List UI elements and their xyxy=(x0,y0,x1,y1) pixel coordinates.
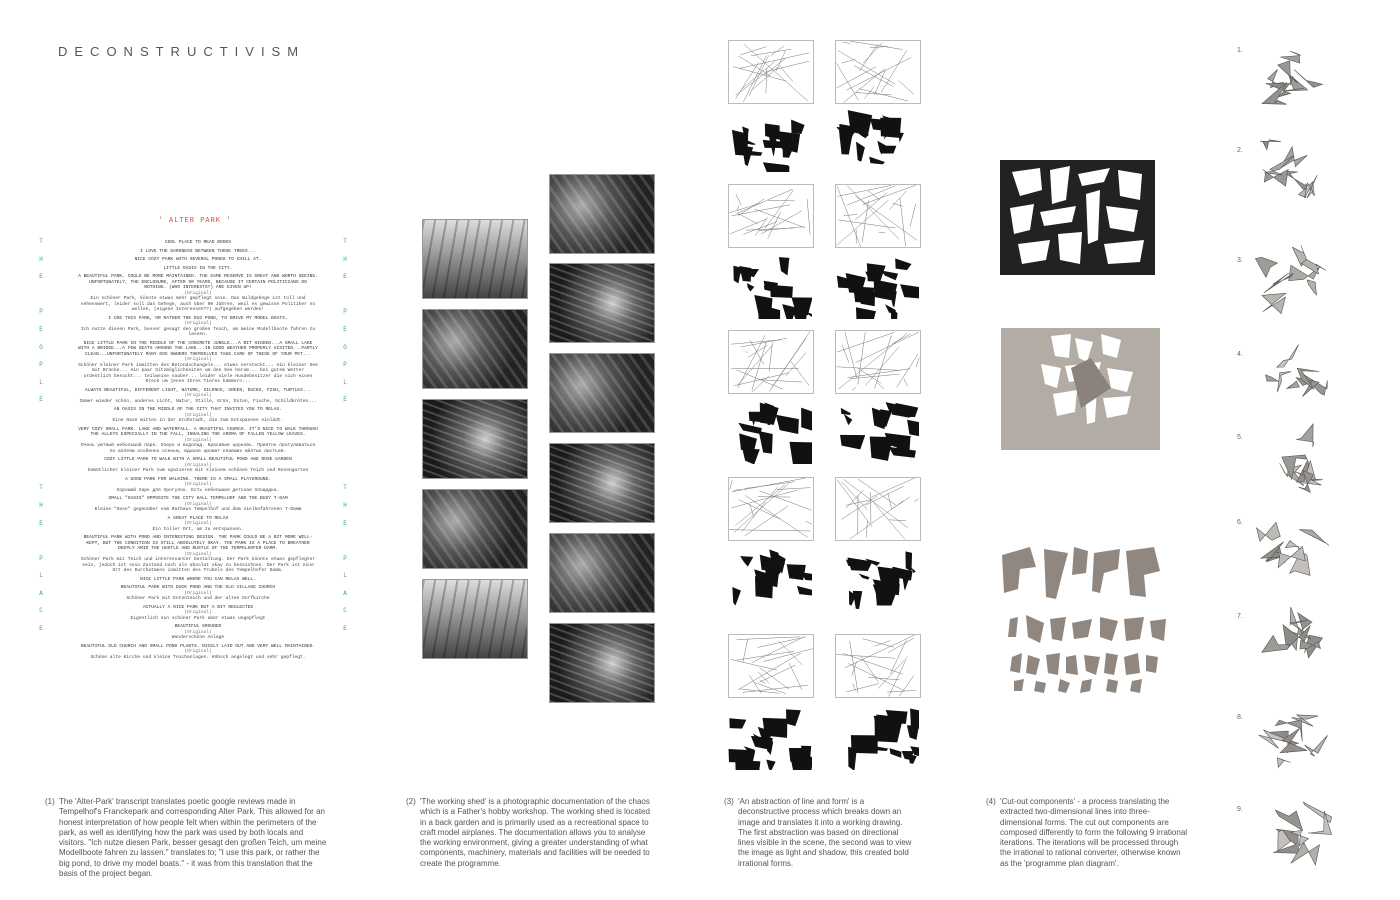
review-english: A BEAUTIFUL PARK. COULD BE MORE MAINTAINED. THE GAME RESERVE IS GREAT AND WORTH SEEING. UNFORTUNATELY, THE ENCLOSURE, AFTER 90 YEARS, BECAUSE IT CERTAIN POLITICIANS DO NOTHING. (WHO INTERESTS?) ARE GIVEN UP! xyxy=(78,274,318,290)
iteration-model xyxy=(1248,420,1338,498)
vertical-letter: P xyxy=(343,554,347,562)
caption-number: (4) xyxy=(986,797,996,806)
review-entry xyxy=(78,585,318,602)
review-entry xyxy=(78,316,318,338)
review-original-label: (Original) xyxy=(184,610,212,615)
vertical-letter xyxy=(36,414,46,432)
iteration-number: 8. xyxy=(1237,714,1243,721)
line-abstraction xyxy=(728,40,814,104)
shed-photo xyxy=(549,443,655,523)
review-english: NICE COZY PARK WITH SEVERAL PONDS TO CHILL AT. xyxy=(134,257,262,262)
review-entry xyxy=(78,644,318,661)
iteration-model xyxy=(1248,133,1338,211)
vertical-letter: L xyxy=(343,572,347,580)
review-entry xyxy=(78,577,318,583)
review-english: ACTUALLY A NICE PARK BUT A BIT NEGLECTED xyxy=(142,604,254,610)
review-original-label: (Original) xyxy=(184,590,212,596)
vertical-letter: P xyxy=(39,361,43,369)
review-original-text: Schöner Park mit Ententeich und der alten Dorfkirche xyxy=(126,596,270,601)
review-english: NICE LITTLE PARK WHERE YOU CAN RELAX WELL. xyxy=(140,576,256,582)
review-english: BEAUTIFUL GROUNDS xyxy=(174,624,222,629)
vertical-letter: E xyxy=(343,273,347,281)
caption-4 xyxy=(986,797,1190,869)
review-entry xyxy=(78,274,318,313)
vertical-letter: H xyxy=(343,501,347,509)
shed-photo xyxy=(549,623,655,703)
review-original-text: Ein schöner Park, könnte etwas mehr gepflegt sein. Das Wildgehege ist toll und sehenswert, leider soll das Gehege, auch über 90 Jahren, weil es gewisse Politiker so wollen, (eigene Interessen??) aufgegeben werden! xyxy=(80,296,316,312)
review-original-label: (Original) xyxy=(184,290,212,296)
vertical-letter: H xyxy=(39,501,43,509)
review-original-label: (Original) xyxy=(184,437,212,443)
iteration-number: 4. xyxy=(1237,351,1243,358)
shed-photo xyxy=(422,219,528,299)
review-english: ALWAYS BEAUTIFUL, DIFFERENT LIGHT, NATURE, SILENCE, GREEN, DUCKS, FISH, TURTLES... xyxy=(84,387,312,393)
review-original-text: Ich nutze diesen Park, besser gesagt den großen Teich, um meine Modellboote fahren zu lassen. xyxy=(80,326,316,337)
review-english: SMALL "OASIS" OPPOSITE THE CITY HALL TEMPELHOF AND THE BUSY T-DAM xyxy=(108,496,288,501)
iteration-number: 9. xyxy=(1237,806,1243,813)
caption-1 xyxy=(45,797,329,879)
review-english: I USE THIS PARK, OR RATHER THE BIG POND, TO DRIVE MY MODEL BOATS. xyxy=(108,315,288,321)
vertical-letter xyxy=(340,291,350,309)
review-original-label: (Original) xyxy=(184,462,212,468)
light-shadow-abstraction xyxy=(835,110,919,172)
cutout-stencil-card xyxy=(1001,328,1160,450)
right-vertical-letters xyxy=(340,238,350,643)
review-entry xyxy=(78,341,318,385)
review-english: COZY LITTLE PARK TO WALK WITH A SMALL BEAUTIFUL POND AND ROSE GARDEN xyxy=(104,457,292,462)
vertical-letter xyxy=(340,414,350,432)
review-original-text: Eine Oase mitten in der Großstadt, die zum Entspannen einlädt. xyxy=(112,418,284,423)
review-original-label: (Original) xyxy=(184,629,212,635)
review-original-text: Immer wieder schön, anderes Licht, Natur, Stille, Grün, Enten, Fische, Schildkröten... xyxy=(79,398,317,404)
line-abstraction xyxy=(835,184,921,248)
review-entry xyxy=(78,477,318,494)
review-english: NICE LITTLE PARK IN THE MIDDLE OF THE CONCRETE JUNGLE...A BIT HIDDEN...A SMALL LAKE WITH A BRIDGE...A FEW SEATS AROUND THE LAKE...IN GOOD WEATHER PROPERLY VISITED...PARTLY CLEAN...UNFORTUNATELY MANY DOG OWNERS THEMSELVES TAKE CARE OF THESE OF YOUR PET... xyxy=(78,340,318,357)
review-entry xyxy=(78,427,318,455)
review-original-label: (Original) xyxy=(184,649,212,654)
vertical-letter: A xyxy=(39,589,43,597)
light-shadow-abstraction xyxy=(835,402,919,464)
caption-2 xyxy=(406,797,654,869)
review-english: A GREAT PLACE TO RELAX xyxy=(167,515,229,521)
vertical-letter: L xyxy=(343,378,347,386)
shed-photo xyxy=(549,353,655,433)
vertical-letter: T xyxy=(39,484,43,492)
caption-text: 'An abstraction of line and form' is a deconstructive process which breaks down an image and translates it into a working drawing. The first abstraction was based on directional lines visible in the scene, the second was to view the image as light and shadow, this created bold irrational forms. xyxy=(738,797,912,868)
vertical-letter: T xyxy=(39,238,43,245)
shed-photo xyxy=(549,533,655,613)
review-original-text: Gemütlicher kleiner Park zum spazieren mit kleinem schönen Teich und Rosengarten xyxy=(87,468,309,473)
iteration-model xyxy=(1248,792,1338,870)
vertical-letter: A xyxy=(343,589,347,597)
review-original-label: (Original) xyxy=(184,393,212,398)
shed-photo xyxy=(422,579,528,659)
line-abstraction xyxy=(835,40,921,104)
shed-photo xyxy=(422,489,528,569)
review-original-label: (Original) xyxy=(184,521,212,526)
review-entry xyxy=(78,605,318,622)
review-entry xyxy=(78,266,318,272)
vertical-letter: O xyxy=(39,343,43,351)
vertical-letter: E xyxy=(39,325,43,333)
review-english: AN OASIS IN THE MIDDLE OF THE CITY THAT INVITES YOU TO RELAX. xyxy=(113,407,283,412)
vertical-letter xyxy=(340,467,350,485)
vertical-letter: L xyxy=(39,378,43,386)
vertical-letter: H xyxy=(343,255,347,263)
line-abstraction xyxy=(835,634,921,698)
line-abstraction xyxy=(728,477,814,541)
review-english: BEAUTIFUL PARK WITH DUCK POND AND THE OLD VILLAGE CHURCH xyxy=(120,585,276,590)
vertical-letter: C xyxy=(39,607,43,615)
vertical-letter: E xyxy=(39,625,43,633)
park-transcript-title: ' ALTER PARK ' xyxy=(158,217,232,225)
iteration-number: 2. xyxy=(1237,147,1243,154)
caption-number: (3) xyxy=(724,797,734,806)
vertical-letter xyxy=(36,467,46,485)
transcript-text xyxy=(78,240,318,663)
vertical-letter xyxy=(340,449,350,467)
shed-photo xyxy=(549,174,655,254)
light-shadow-abstraction xyxy=(728,257,812,319)
review-english: VERY COZY SMALL PARK. LAKE AND WATERFALL. A BEAUTIFUL CHURCH. IT'S NICE TO WALK THROUGH THE ALLEYS ESPECIALLY IN THE FALL, INHALING THE AROMA OF FALLEN YELLOW LEAVES. xyxy=(78,426,318,437)
shed-photo xyxy=(422,309,528,389)
line-abstraction xyxy=(728,184,814,248)
iteration-model xyxy=(1248,505,1338,583)
review-entry xyxy=(78,535,318,574)
vertical-letter xyxy=(36,449,46,467)
review-original-label: (Original) xyxy=(184,357,212,362)
vertical-letter xyxy=(36,291,46,309)
iteration-number: 1. xyxy=(1237,47,1243,54)
review-original-label: (Original) xyxy=(184,501,212,507)
iteration-model xyxy=(1248,700,1338,778)
iteration-model xyxy=(1248,243,1338,321)
light-shadow-abstraction xyxy=(835,708,919,770)
caption-text: 'Cut-out components' - a process translating the extracted two-dimensional lines into three-dimensional forms. The cut out components are composed differently to form the following 9 irrational iterations. The iterations will be processed through the irrational to rational converter, otherwise known as the 'programme plan diagram'. xyxy=(1000,797,1188,868)
caption-text: 'The working shed' is a photographic documentation of the chaos which is a Father's hobby workshop. The working shed is located in a back garden and is primarily used as a recreational space to craft model airplanes. The documentation allows you to analyse the working environment, giving a greater understanding of what components, machinery, materials and facilities will be needed to create the programme. xyxy=(420,797,650,868)
review-original-text: Wunderschöne Anlage xyxy=(171,635,225,640)
light-shadow-abstraction xyxy=(835,257,919,319)
review-entry xyxy=(78,516,318,533)
review-entry xyxy=(78,240,318,246)
review-original-text: Хороший парк для прогулок. Есть небольшая детская площадка. xyxy=(116,487,280,493)
vertical-letter xyxy=(340,537,350,555)
light-shadow-abstraction xyxy=(728,708,812,770)
review-english: LITTLE OASIS IN THE CITY. xyxy=(163,265,233,271)
vertical-letter xyxy=(36,537,46,555)
line-abstraction xyxy=(835,330,921,394)
line-abstraction xyxy=(728,330,814,394)
iteration-number: 7. xyxy=(1237,613,1243,620)
vertical-letter: E xyxy=(343,325,347,333)
light-shadow-abstraction xyxy=(728,110,812,172)
review-english: A GOOD PARK FOR WALKING. THERE IS A SMALL PLAYGROUND. xyxy=(124,476,272,482)
vertical-letter xyxy=(340,432,350,450)
review-entry xyxy=(78,407,318,424)
page-title: DECONSTRUCTIVISM xyxy=(58,44,306,59)
review-entry xyxy=(78,257,318,263)
iteration-model xyxy=(1248,337,1338,415)
review-english: BEAUTIFUL PARK WITH POND AND INTERESTING DESIGN. THE PARK COULD BE A BIT MORE WELL-KEPT, BUT THE CONDITION IS STILL ABSOLUTELY OKAY. THE PARK IS A PLACE TO BREATHER DEEPLY AMID THE HUSTLE AND BUSTLE OF THE TEMPELHOFER DAMM. xyxy=(83,535,313,551)
caption-number: (2) xyxy=(406,797,416,806)
caption-text: The 'Alter-Park' transcript translates poetic google reviews made in Tempelhof's Franckepark and corresponding Alter Park. This allowed for an honest interpretation of how people felt when within the perimeters of the park, as well as identifying how the park was used by both locals and visitors. "Ich nutze diesen Park, besser gesagt den großen Teich, um meine Modellboote fahren zu lassen." translates to; "I use this park, or rather the big pond, to drive my model boats." - it was from this translation that the basis of the project began. xyxy=(59,797,327,879)
review-original-text: Schöner Park mit Teich und interessanter Gestaltung. Der Park könnte etwas gepflegter sein, jedoch ist sein Zustand noch als absolut okay zu bezeichnen. Der Park ist eine Ort des Durchatmens inmitten des Trubels des Tempelhofer Damm. xyxy=(80,557,316,573)
review-original-label: (Original) xyxy=(184,321,212,326)
vertical-letter: O xyxy=(343,343,347,351)
vertical-letter: E xyxy=(343,625,347,633)
review-entry xyxy=(78,249,318,255)
cutout-components xyxy=(1000,545,1170,695)
shed-photo xyxy=(549,263,655,343)
vertical-letter: E xyxy=(39,519,43,527)
review-original-text: Очень уютный небольшой парк. Озеро и водопад. Красивая церковь. Приятно прогуливаться по аллеям особенно осенью, вдыхая аромат опавших жёлтых листьев. xyxy=(80,443,316,454)
review-original-label: (Original) xyxy=(184,412,212,418)
light-shadow-abstraction xyxy=(728,402,812,464)
caption-number: (1) xyxy=(45,797,55,806)
vertical-letter: P xyxy=(39,554,43,562)
review-english: BEAUTIFUL OLD CHURCH AND SMALL POND PLANTS. NICELY LAID OUT AND VERY WELL MAINTAINED. xyxy=(80,643,316,649)
vertical-letter: P xyxy=(39,308,43,316)
review-original-text: Eigentlich ein schöner Park aber etwas ungepflegt xyxy=(130,615,266,621)
review-original-label: (Original) xyxy=(184,482,212,487)
vertical-letter: P xyxy=(343,308,347,316)
iteration-number: 6. xyxy=(1237,519,1243,526)
iteration-number: 3. xyxy=(1237,257,1243,264)
vertical-letter: C xyxy=(343,607,347,615)
vertical-letter: E xyxy=(343,396,347,404)
vertical-letter: T xyxy=(343,484,347,492)
vertical-letter: T xyxy=(343,238,347,245)
vertical-letter: H xyxy=(39,255,43,263)
vertical-letter: E xyxy=(39,396,43,404)
line-abstraction xyxy=(835,477,921,541)
light-shadow-abstraction xyxy=(728,548,812,610)
caption-3 xyxy=(724,797,916,869)
review-original-label: (Original) xyxy=(184,551,212,557)
line-abstraction xyxy=(728,634,814,698)
review-original-text: Kleine "Oase" gegenüber vom Rathaus Tempelhof und dem vielbefahrenen T-Damm xyxy=(94,507,302,512)
review-entry xyxy=(78,496,318,513)
cutout-stencil-black xyxy=(1000,160,1155,275)
light-shadow-abstraction xyxy=(835,548,919,610)
vertical-letter: L xyxy=(39,572,43,580)
review-original-text: Schöne alte Kirche und kleine Teichanlagen. Hübsch angelegt und sehr gepflegt. xyxy=(90,654,306,660)
vertical-letter xyxy=(36,432,46,450)
review-entry xyxy=(78,624,318,641)
iteration-number: 5. xyxy=(1237,434,1243,441)
iteration-model xyxy=(1248,599,1338,677)
shed-photo xyxy=(422,399,528,479)
vertical-letter: P xyxy=(343,361,347,369)
review-english: COOL PLACE TO READ BOOKS xyxy=(164,240,232,245)
review-original-text: Schöner kleiner Park inmitten des Betondschungels... etwas versteckt... ein kleiner See mit Brücke... ein paar Sitzmöglichkeiten um den See herum... bei gutem Wetter ordentlich besucht... teilweise sauber... leider viele Hundebesitzer die sich einen Dreck um jenen Ihres Tieres kümmern... xyxy=(78,362,318,384)
left-vertical-letters xyxy=(36,238,46,643)
review-entry xyxy=(78,457,318,474)
review-entry xyxy=(78,388,318,405)
review-original-text: Ein toller Ort, um zu entspannen. xyxy=(152,526,244,532)
vertical-letter: E xyxy=(39,273,43,281)
review-english: I LOVE THE DARKNESS BETWEEN THOSE TREES... xyxy=(140,248,256,254)
vertical-letter: E xyxy=(343,519,347,527)
iteration-model xyxy=(1248,33,1338,111)
